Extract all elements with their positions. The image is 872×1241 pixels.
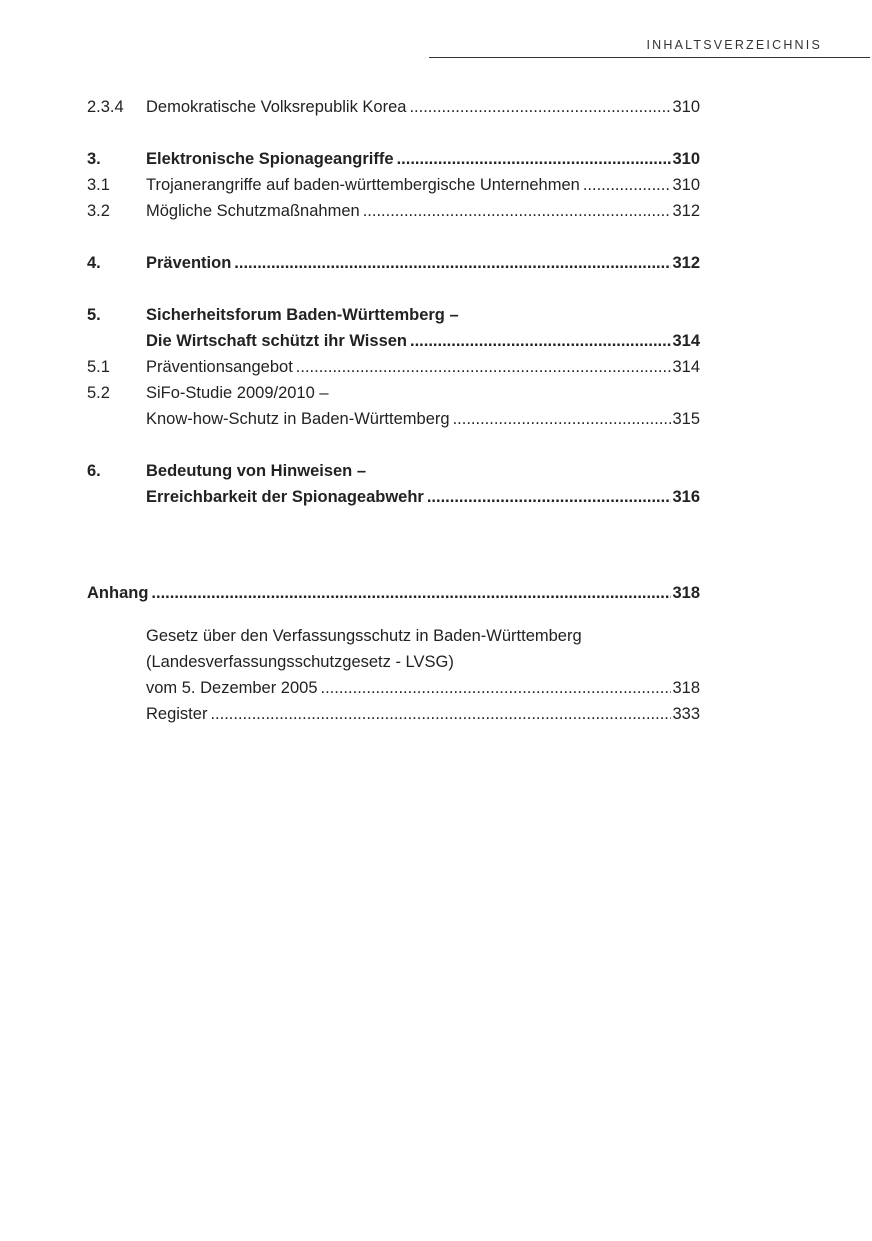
toc-entry-3-1[interactable] bbox=[87, 172, 700, 198]
toc-entry-2-3-4[interactable] bbox=[87, 94, 700, 120]
toc-entry-title-line1: SiFo-Studie 2009/2010 – bbox=[146, 384, 329, 402]
toc-entry-title: Know-how-Schutz in Baden-Württemberg bbox=[146, 410, 450, 428]
toc-entry-page: 314 bbox=[672, 358, 700, 376]
toc-entry-4[interactable] bbox=[87, 250, 700, 276]
toc-entry-title: Die Wirtschaft schützt ihr Wissen bbox=[146, 332, 407, 350]
toc-entry-anhang[interactable] bbox=[87, 580, 700, 606]
toc-entry-title: Prävention bbox=[146, 254, 232, 272]
toc-entry-5-1[interactable] bbox=[87, 354, 700, 380]
toc-entry-page: 310 bbox=[672, 98, 700, 116]
toc-leader-dots bbox=[406, 94, 671, 120]
toc-entry-number: 5. bbox=[87, 306, 101, 324]
toc-leader-dots bbox=[148, 580, 671, 606]
running-header: INHALTSVERZEICHNIS bbox=[646, 38, 822, 52]
toc-entry-number: 2.3.4 bbox=[87, 98, 124, 116]
toc-entry-title-line1: Gesetz über den Verfassungsschutz in Baden-Württemberg bbox=[146, 627, 582, 645]
toc-entry-title-line1: Bedeutung von Hinweisen – bbox=[146, 462, 367, 480]
toc-leader-dots bbox=[394, 146, 672, 172]
toc-entry-title: Präventionsangebot bbox=[146, 358, 293, 376]
toc-entry-page: 316 bbox=[672, 488, 700, 506]
toc-leader-dots bbox=[293, 354, 672, 380]
table-of-contents bbox=[87, 94, 700, 727]
toc-entry-number: 6. bbox=[87, 462, 101, 480]
toc-entry-number: 3. bbox=[87, 150, 101, 168]
toc-leader-dots bbox=[207, 701, 671, 727]
toc-entry-title: Elektronische Spionageangriffe bbox=[146, 150, 394, 168]
toc-entry-page: 315 bbox=[672, 410, 700, 428]
toc-entry-register[interactable] bbox=[87, 701, 700, 727]
toc-entry-5[interactable] bbox=[87, 302, 700, 354]
toc-leader-dots bbox=[231, 250, 671, 276]
toc-entry-3[interactable] bbox=[87, 146, 700, 172]
toc-entry-page: 318 bbox=[672, 679, 700, 697]
toc-entry-number: 3.1 bbox=[87, 176, 110, 194]
toc-entry-title-line1: Sicherheitsforum Baden-Württemberg – bbox=[146, 306, 459, 324]
toc-entry-page: 312 bbox=[672, 202, 700, 220]
header-rule bbox=[429, 57, 870, 58]
toc-entry-number: 3.2 bbox=[87, 202, 110, 220]
toc-entry-title: Anhang bbox=[87, 584, 149, 602]
toc-leader-dots bbox=[424, 484, 672, 510]
toc-entry-title: Demokratische Volksrepublik Korea bbox=[146, 98, 407, 116]
toc-leader-dots bbox=[450, 406, 672, 432]
toc-entry-lvsg[interactable] bbox=[87, 623, 700, 701]
toc-leader-dots bbox=[318, 675, 672, 701]
toc-entry-5-2[interactable] bbox=[87, 380, 700, 432]
toc-entry-page: 312 bbox=[672, 254, 700, 272]
toc-entry-title-line2: (Landesverfassungsschutzgesetz - LVSG) bbox=[146, 653, 454, 671]
toc-leader-dots bbox=[360, 198, 672, 224]
toc-entry-title: Register bbox=[146, 705, 208, 723]
toc-entry-3-2[interactable] bbox=[87, 198, 700, 224]
toc-entry-number: 5.2 bbox=[87, 384, 110, 402]
toc-leader-dots bbox=[407, 328, 671, 354]
toc-entry-title: vom 5. Dezember 2005 bbox=[146, 679, 318, 697]
toc-entry-number: 4. bbox=[87, 254, 101, 272]
toc-entry-number: 5.1 bbox=[87, 358, 110, 376]
toc-entry-page: 333 bbox=[672, 705, 700, 723]
toc-leader-dots bbox=[580, 172, 672, 198]
toc-entry-page: 314 bbox=[672, 332, 700, 350]
toc-entry-page: 310 bbox=[672, 176, 700, 194]
toc-entry-title: Trojanerangriffe auf baden-württembergische Unternehmen bbox=[146, 176, 580, 194]
toc-entry-title: Erreichbarkeit der Spionageabwehr bbox=[146, 488, 424, 506]
toc-entry-6[interactable] bbox=[87, 458, 700, 510]
toc-entry-page: 318 bbox=[672, 584, 700, 602]
toc-entry-title: Mögliche Schutzmaßnahmen bbox=[146, 202, 360, 220]
toc-entry-page: 310 bbox=[672, 150, 700, 168]
